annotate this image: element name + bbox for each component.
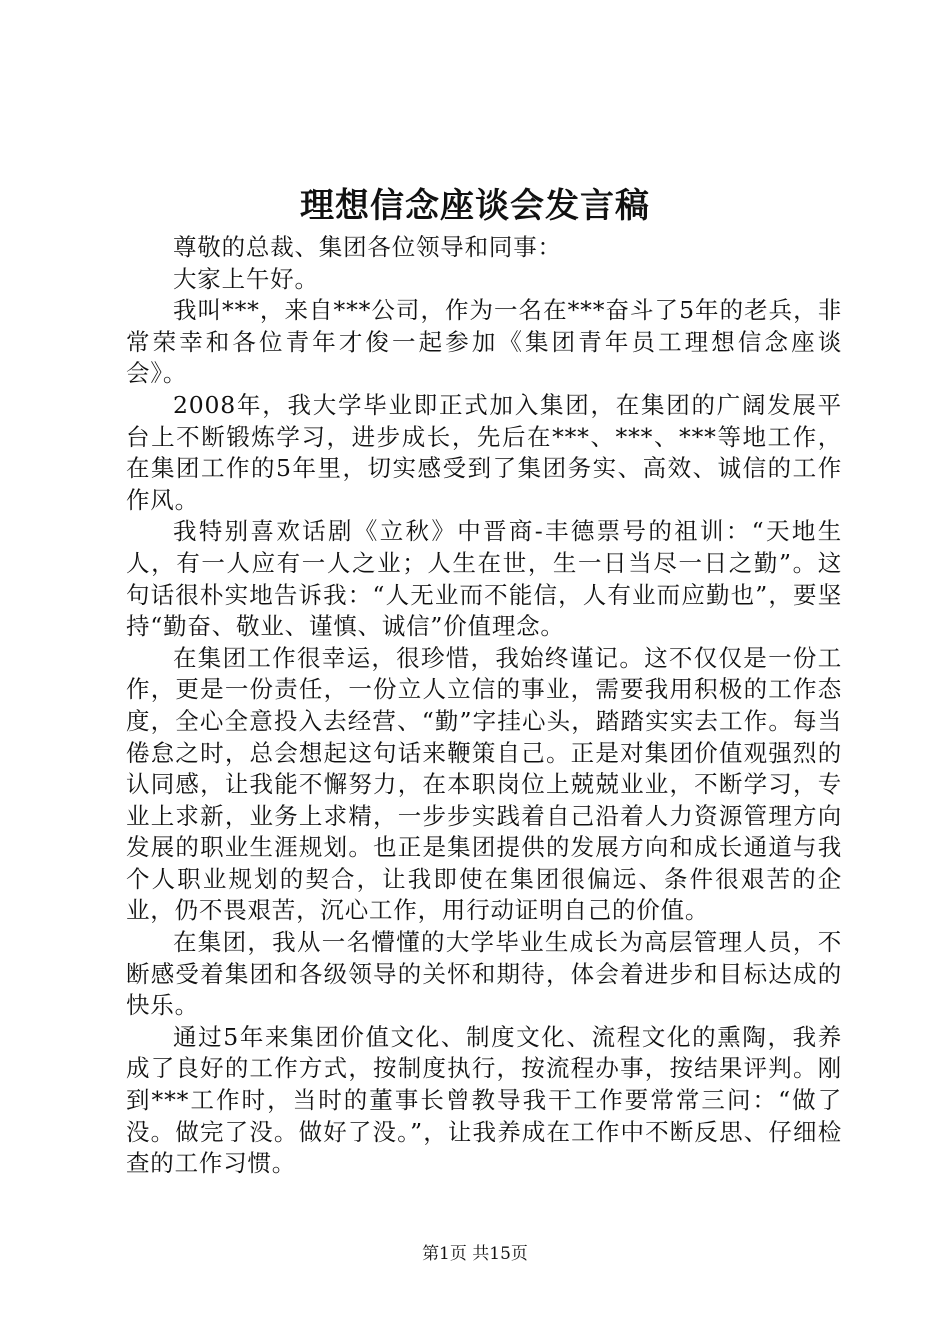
document-title: 理想信念座谈会发言稿 [300,186,650,226]
paragraph: 我叫***，来自***公司，作为一名在***奋斗了5年的老兵，非常荣幸和各位青年才俊一起参加《集团青年员工理想信念座谈会》。 [126,296,842,388]
page-number-footer: 第1页 共15页 [422,1244,528,1264]
paragraph: 2008年，我大学毕业即正式加入集团，在集团的广阔发展平台上不断锻炼学习，进步成长，先后在***、***、***等地工作，在集团工作的5年里，切实感受到了集团务实、高效、诚信的工作作风。 [126,390,842,514]
paragraph: 在集团，我从一名懵懂的大学毕业生成长为高层管理人员，不断感受着集团和各级领导的关怀和期待，体会着进步和目标达成的快乐。 [126,928,842,1020]
paragraph: 我特别喜欢话剧《立秋》中晋商-丰德票号的祖训：“天地生人，有一人应有一人之业；人生在世，生一日当尽一日之勤”。这句话很朴实地告诉我：“人无业而不能信，人有业而应勤也”，要坚持“勤奋、敬业、谨慎、诚信”价值理念。 [126,517,842,641]
document-body [126,232,842,1180]
paragraph-salutation: 尊敬的总裁、集团各位领导和同事： [173,233,562,261]
paragraph: 通过5年来集团价值文化、制度文化、流程文化的熏陶，我养成了良好的工作方式，按制度执行，按流程办事，按结果评判。刚到***工作时，当时的董事长曾教导我干工作要常常三问：“做了没。做完了没。做好了没。”，让我养成在工作中不断反思、仔细检查的工作习惯。 [126,1022,842,1178]
paragraph-greeting: 大家上午好。 [173,264,319,293]
paragraph: 在集团工作很幸运，很珍惜，我始终谨记。这不仅仅是一份工作，更是一份责任，一份立人立信的事业，需要我用积极的工作态度，全心全意投入去经营、“勤”字挂心头，踏踏实实去工作。每当倦怠之时，总会想起这句话来鞭策自己。正是对集团价值观强烈的认同感，让我能不懈努力，在本职岗位上兢兢业业，不断学习，专业上求新，业务上求精，一步步实践着自己沿着人力资源管理方向发展的职业生涯规划。也正是集团提供的发展方向和成长通道与我个人职业规划的契合，让我即使在集团很偏远、条件很艰苦的企业，仍不畏艰苦，沉心工作，用行动证明自己的价值。 [126,643,842,925]
